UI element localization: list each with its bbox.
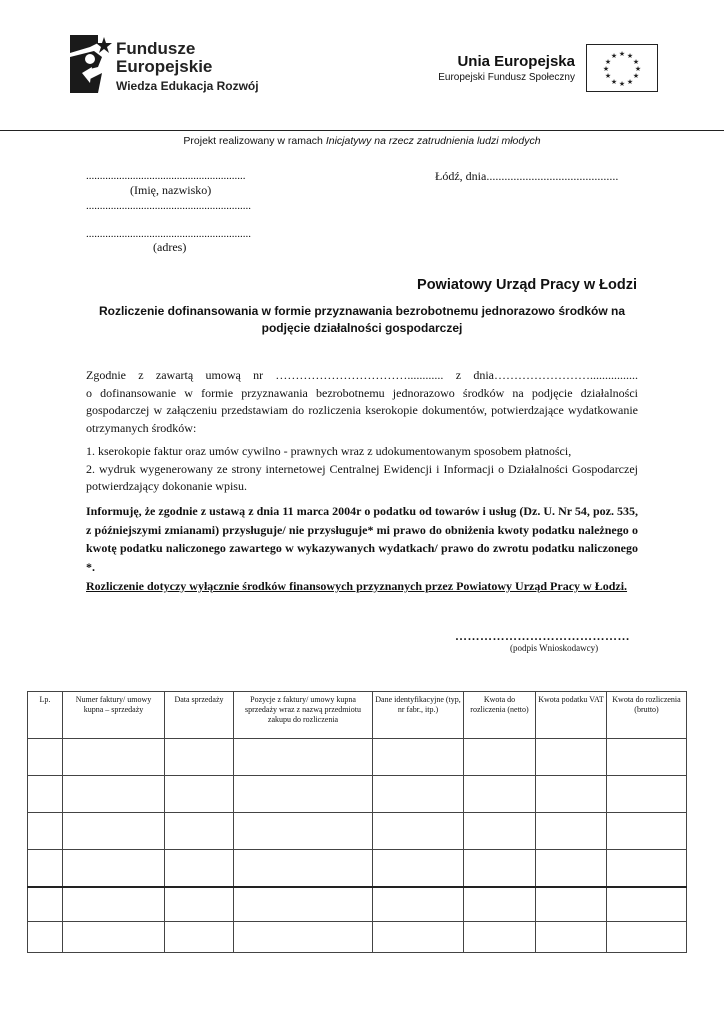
list-item: 2. wydruk wygenerowany ze strony internetowej Centralnej Ewidencji i Informacji o Działalności Gospodarczej potwierdzający dokonanie wpisu.	[86, 461, 638, 493]
table-cell[interactable]	[63, 922, 165, 953]
project-note-italic: Inicjatywy na rzecz zatrudnienia ludzi młodych	[325, 135, 541, 147]
table-cell[interactable]	[373, 813, 464, 850]
table-cell[interactable]	[28, 887, 63, 922]
table-cell[interactable]	[63, 887, 165, 922]
table-cell[interactable]	[28, 922, 63, 953]
agreement-rest: o dofinansowanie w formie przyznawania bezrobotnemu jednorazowo środków na podjęcie działalności gospodarczej w załączeniu przedstawiam do rozliczenia kserokopie dokumentów, potwierdzające wydatkowanie otrzymanych środków:	[86, 385, 638, 435]
table-cell[interactable]	[464, 739, 536, 776]
table-cell[interactable]	[536, 887, 607, 922]
table-cell[interactable]	[536, 813, 607, 850]
table-cell[interactable]	[234, 887, 373, 922]
name-field-dots[interactable]: ..........................................................	[86, 170, 246, 182]
fe-logo-line3: Wiedza Edukacja Rozwój	[116, 79, 259, 93]
signature-label: (podpis Wnioskodawcy)	[510, 643, 599, 653]
table-row	[28, 776, 687, 813]
table-cell[interactable]	[607, 887, 687, 922]
eu-stars-icon	[587, 45, 657, 91]
table-cell[interactable]	[28, 813, 63, 850]
svg-text:★: ★	[632, 58, 640, 66]
svg-text:★: ★	[610, 78, 618, 86]
col-header-identification: Dane identyfikacyjne (typ, nr fabr., itp.)	[373, 692, 464, 739]
table-cell[interactable]	[373, 922, 464, 953]
signature-line[interactable]: ……………………………………	[455, 629, 630, 643]
svg-text:★: ★	[626, 52, 634, 60]
table-cell[interactable]	[607, 739, 687, 776]
name-line2-dots[interactable]: ............................................................	[86, 200, 251, 212]
table-cell[interactable]	[165, 887, 234, 922]
table-cell[interactable]	[63, 776, 165, 813]
project-note-prefix: Projekt realizowany w ramach	[183, 135, 326, 147]
settlement-table	[27, 691, 687, 953]
fundusze-europejskie-logo	[68, 33, 114, 95]
table-cell[interactable]	[607, 850, 687, 888]
list-item: 1. kserokopie faktur oraz umów cywilno - prawnych wraz z udokumentowanym sposobem płatności,	[86, 444, 572, 458]
col-header-net-amount: Kwota do rozliczenia (netto)	[464, 692, 536, 739]
eu-flag	[586, 44, 658, 92]
svg-text:★: ★	[632, 72, 640, 80]
table-cell[interactable]	[63, 739, 165, 776]
table-cell[interactable]	[464, 922, 536, 953]
table-cell[interactable]	[373, 850, 464, 888]
table-cell[interactable]	[165, 813, 234, 850]
document-title: Rozliczenie dofinansowania w formie przyznawania bezrobotnemu jednorazowo środków na podjęcie działalności gospodarczej	[98, 304, 626, 335]
svg-text:★: ★	[604, 72, 612, 80]
table-cell[interactable]	[63, 813, 165, 850]
header-divider	[0, 130, 724, 131]
col-header-lp: Lp.	[28, 692, 63, 739]
table-row	[28, 739, 687, 776]
agreement-paragraph	[86, 367, 638, 437]
table-cell[interactable]	[464, 813, 536, 850]
table-cell[interactable]	[464, 887, 536, 922]
settlement-note: Rozliczenie dotyczy wyłącznie środków finansowych przyznanych przez Powiatowy Urząd Pracy w Łodzi.	[86, 579, 628, 593]
address-field-dots[interactable]: ............................................................	[86, 228, 251, 240]
svg-text:★: ★	[634, 65, 642, 73]
fe-logo-line1: Fundusze	[116, 39, 196, 58]
svg-text:★: ★	[604, 58, 612, 66]
col-header-invoice-number: Numer faktury/ umowy kupna – sprzedaży	[63, 692, 165, 739]
office-name: Powiatowy Urząd Pracy w Łodzi	[417, 277, 637, 293]
vat-statement: Informuję, że zgodnie z ustawą z dnia 11 marca 2004r o podatku od towarów i usług (Dz. U. Nr 54, poz. 535, z późniejszymi zmianami) przysługuje/ nie przysługuje* mi prawo do obniżenia kwoty podatku należnego o kwotę podatku naliczonego zawartego w wykazywanych wydatkach/ prawo do zwrotu podatku naliczonego *.	[86, 504, 638, 574]
table-cell[interactable]	[464, 850, 536, 888]
ue-logo-subtitle: Europejski Fundusz Społeczny	[438, 72, 575, 83]
project-note	[0, 135, 724, 147]
table-cell[interactable]	[165, 922, 234, 953]
svg-text:★: ★	[610, 52, 618, 60]
table-cell[interactable]	[234, 922, 373, 953]
table-cell[interactable]	[234, 813, 373, 850]
table-cell[interactable]	[536, 776, 607, 813]
table-cell[interactable]	[373, 776, 464, 813]
table-cell[interactable]	[536, 739, 607, 776]
svg-text:★: ★	[602, 65, 610, 73]
table-cell[interactable]	[234, 776, 373, 813]
svg-text:★: ★	[626, 78, 634, 86]
table-cell[interactable]	[165, 776, 234, 813]
table-cell[interactable]	[234, 739, 373, 776]
col-header-gross-amount: Kwota do rozliczenia (brutto)	[607, 692, 687, 739]
table-cell[interactable]	[607, 776, 687, 813]
table-row	[28, 850, 687, 888]
table-cell[interactable]	[464, 776, 536, 813]
table-header-row	[28, 692, 687, 739]
ue-logo-title: Unia Europejska	[457, 53, 575, 70]
table-row	[28, 813, 687, 850]
table-cell[interactable]	[536, 850, 607, 888]
documents-list	[86, 443, 638, 496]
agreement-line1[interactable]: Zgodnie z zawartą umową nr ……………………………............ z dnia……………………................	[86, 368, 638, 382]
table-cell[interactable]	[165, 739, 234, 776]
table-cell[interactable]	[373, 887, 464, 922]
fundusze-europejskie-text	[116, 40, 259, 94]
svg-text:★: ★	[618, 50, 626, 58]
table-cell[interactable]	[28, 850, 63, 888]
col-header-sale-date: Data sprzedaży	[165, 692, 234, 739]
table-row	[28, 922, 687, 953]
table-cell[interactable]	[536, 922, 607, 953]
table-cell[interactable]	[28, 776, 63, 813]
svg-text:★: ★	[618, 80, 626, 88]
city-date-field[interactable]: Łódź, dnia............................................	[435, 169, 619, 183]
col-header-vat-amount: Kwota podatku VAT	[536, 692, 607, 739]
table-cell[interactable]	[28, 739, 63, 776]
name-field-label: (Imię, nazwisko)	[130, 183, 212, 197]
table-cell[interactable]	[165, 850, 234, 888]
fe-logo-line2: Europejskie	[116, 57, 213, 76]
fe-star-figure-icon	[68, 33, 114, 95]
table-cell[interactable]	[607, 813, 687, 850]
table-cell[interactable]	[607, 922, 687, 953]
table-cell[interactable]	[63, 850, 165, 888]
table-cell[interactable]	[234, 850, 373, 888]
table-row	[28, 887, 687, 922]
address-field-label: (adres)	[153, 240, 187, 254]
col-header-items: Pozycje z faktury/ umowy kupna sprzedaży wraz z nazwą przedmiotu zakupu do rozliczenia	[234, 692, 373, 739]
table-cell[interactable]	[373, 739, 464, 776]
